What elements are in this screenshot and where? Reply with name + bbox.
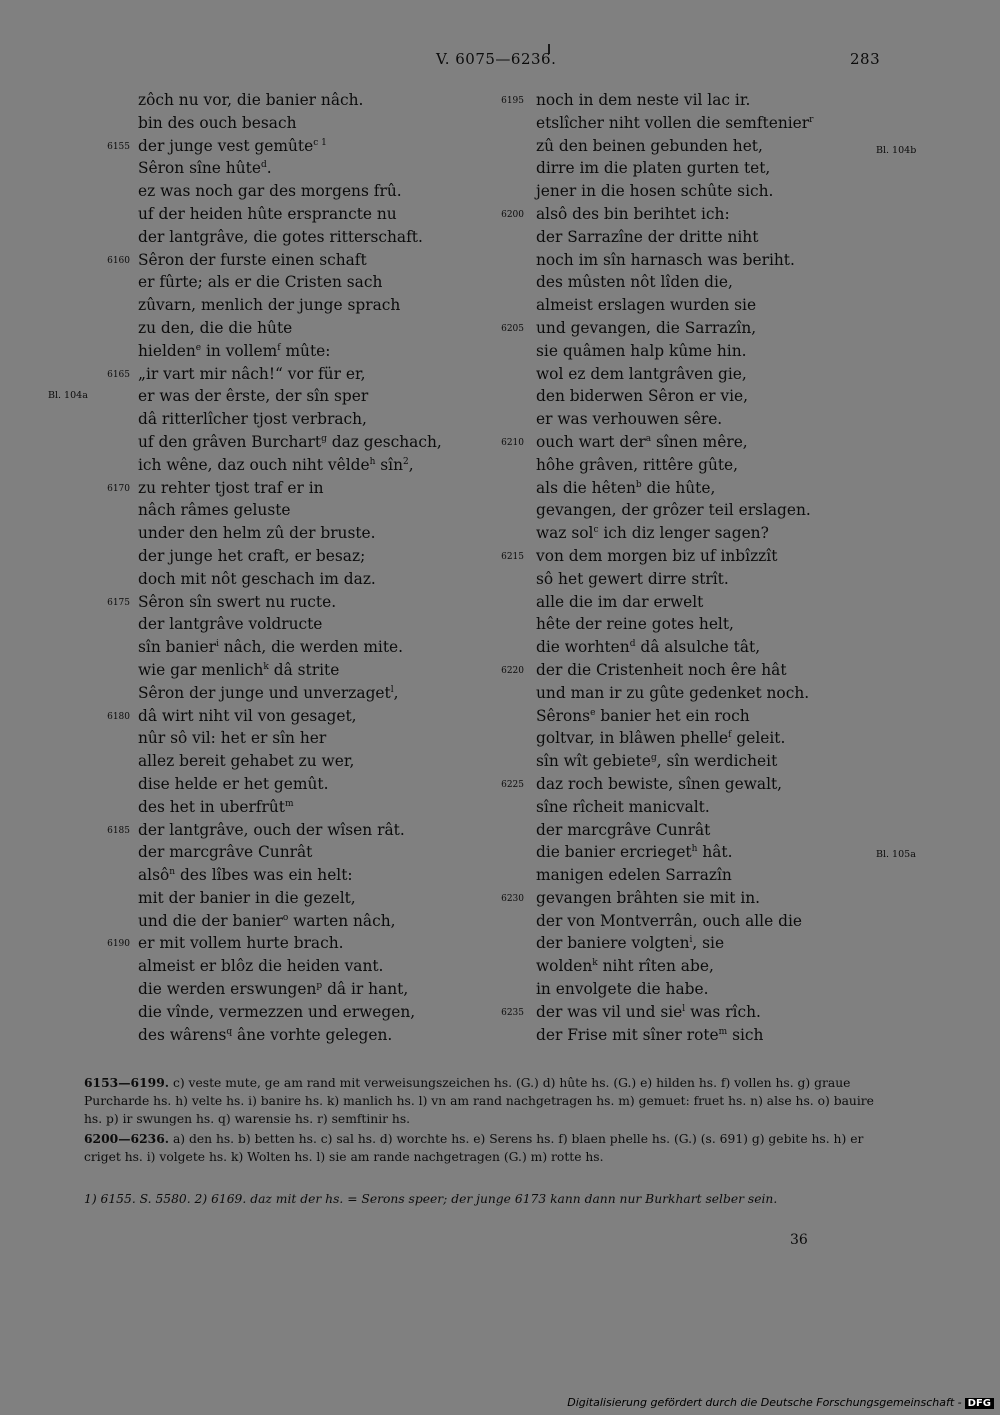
verse-text: zûvarn, menlich der junge sprach bbox=[138, 296, 401, 315]
verse-line bbox=[501, 1001, 856, 1024]
verse-text: mit der banier in die gezelt, bbox=[138, 888, 356, 907]
footnote-marker: k bbox=[592, 958, 598, 969]
line-number: 6200 bbox=[501, 209, 524, 220]
verse-line bbox=[107, 477, 498, 500]
verse-line bbox=[107, 932, 498, 955]
verse-line bbox=[501, 659, 856, 682]
verse-text: des het in uberfrût bbox=[138, 797, 285, 816]
verse-text: Sêron sîne hûte bbox=[138, 159, 261, 178]
verse-line bbox=[536, 249, 856, 272]
verse-line bbox=[536, 1024, 856, 1047]
verse-line bbox=[536, 955, 856, 978]
verse-line bbox=[138, 955, 498, 978]
verse-text: in vollem bbox=[201, 341, 278, 360]
verse-text: der was vil und sie bbox=[536, 1002, 683, 1021]
verse-line bbox=[138, 385, 498, 408]
verse-line bbox=[536, 454, 856, 477]
footnote-marker: m bbox=[284, 798, 294, 809]
verse-line bbox=[138, 226, 498, 249]
line-number: 6175 bbox=[107, 597, 130, 608]
verse-text: der Sarrazîne der dritte niht bbox=[536, 227, 759, 246]
footnote-marker: a bbox=[645, 433, 652, 444]
verse-line bbox=[138, 796, 498, 819]
signature-mark: 36 bbox=[790, 1232, 808, 1248]
verse-line bbox=[138, 294, 498, 317]
verse-line bbox=[107, 363, 498, 386]
verse-line bbox=[138, 89, 498, 112]
verse-column-left bbox=[107, 89, 498, 1046]
verse-text: dâ alsulche tât, bbox=[635, 638, 761, 657]
verse-text: banier het ein roch bbox=[595, 706, 750, 725]
commentary-note bbox=[84, 1190, 876, 1208]
verse-text: nâch râmes geluste bbox=[138, 501, 291, 520]
footer-credit bbox=[567, 1396, 994, 1409]
verse-text: den biderwen Sêron er vie, bbox=[536, 387, 748, 406]
verse-text: allez bereit gehabet zu wer, bbox=[138, 752, 355, 771]
verse-text: alle die im dar erwelt bbox=[536, 592, 704, 611]
footnote-marker: p bbox=[316, 981, 323, 992]
margin-folio-left: Bl. 104a bbox=[48, 390, 88, 401]
verse-text: zû den beinen gebunden het, bbox=[536, 136, 763, 155]
verse-text: dirre im die platen gurten tet, bbox=[536, 159, 771, 178]
verse-text: alsô bbox=[138, 866, 170, 885]
verse-line bbox=[501, 203, 856, 226]
verse-line bbox=[536, 705, 856, 728]
verse-line bbox=[536, 363, 856, 386]
line-number: 6215 bbox=[501, 551, 524, 562]
verse-text: sînen mêre, bbox=[651, 432, 748, 451]
verse-line bbox=[138, 613, 498, 636]
apparatus-block-2 bbox=[84, 1130, 876, 1166]
verse-line bbox=[536, 477, 856, 500]
verse-text: ez was noch gar des morgens frû. bbox=[138, 182, 402, 201]
footnote-marker: e bbox=[195, 342, 202, 353]
verse-text: die vînde, vermezzen und erwegen, bbox=[138, 1002, 416, 1021]
verse-line bbox=[138, 340, 498, 363]
line-number: 6165 bbox=[107, 369, 130, 380]
verse-text: , bbox=[408, 455, 414, 474]
footnote-marker: i bbox=[689, 935, 693, 946]
verse-line bbox=[536, 932, 856, 955]
running-header: V. 6075—6236. bbox=[436, 50, 557, 68]
verse-text: der lantgrâve, ouch der wîsen rât. bbox=[138, 820, 405, 839]
verse-text: nâch, die werden mite. bbox=[218, 638, 404, 657]
verse-text: der die Cristenheit noch êre hât bbox=[536, 660, 787, 679]
verse-text: wie gar menlich bbox=[138, 660, 264, 679]
verse-text: sîn wît gebiete bbox=[536, 752, 651, 771]
verse-line bbox=[536, 750, 856, 773]
verse-text: , bbox=[393, 683, 399, 702]
footnote-marker: c 1 bbox=[313, 137, 327, 148]
footnote-marker: i bbox=[215, 639, 219, 650]
verse-text: bin des ouch besach bbox=[138, 113, 297, 132]
verse-line bbox=[138, 180, 498, 203]
footnote-marker: f bbox=[728, 730, 732, 741]
verse-line bbox=[536, 682, 856, 705]
line-number: 6190 bbox=[107, 939, 130, 950]
margin-folio-right-2: Bl. 105a bbox=[876, 849, 916, 860]
verse-line bbox=[501, 431, 856, 454]
verse-text: manigen edelen Sarrazîn bbox=[536, 866, 732, 885]
verse-line bbox=[536, 636, 856, 659]
verse-text: . bbox=[266, 159, 272, 178]
verse-line bbox=[536, 613, 856, 636]
verse-text: des lîbes was ein helt: bbox=[175, 866, 353, 885]
verse-text: er mit vollem hurte brach. bbox=[138, 934, 344, 953]
line-number: 6155 bbox=[107, 141, 130, 152]
verse-text: der von Montverrân, ouch alle die bbox=[536, 911, 802, 930]
verse-line bbox=[138, 1001, 498, 1024]
verse-text: und die der banier bbox=[138, 911, 283, 930]
verse-line bbox=[536, 978, 856, 1001]
footnote-marker: c bbox=[593, 525, 599, 536]
verse-text: warten nâch, bbox=[288, 911, 396, 930]
verse-text: gevangen, der grôzer teil erslagen. bbox=[536, 501, 811, 520]
verse-text: von dem morgen biz uf inbîzzît bbox=[536, 546, 778, 565]
line-number: 6220 bbox=[501, 665, 524, 676]
line-number: 6160 bbox=[107, 255, 130, 266]
verse-line bbox=[138, 910, 498, 933]
verse-text: alsô des bin berihtet ich: bbox=[536, 204, 730, 223]
verse-line bbox=[536, 591, 856, 614]
verse-line bbox=[536, 135, 856, 158]
verse-text: zôch nu vor, die banier nâch. bbox=[138, 91, 364, 109]
verse-line bbox=[501, 773, 856, 796]
verse-text: sô het gewert dirre strît. bbox=[536, 569, 729, 588]
verse-text: die banier ercrieget bbox=[536, 843, 692, 862]
verse-line bbox=[536, 157, 856, 180]
verse-line bbox=[138, 112, 498, 135]
verse-text: er was verhouwen sêre. bbox=[536, 410, 723, 429]
verse-text: , sie bbox=[692, 934, 725, 953]
verse-line bbox=[536, 727, 856, 750]
verse-text: doch mit nôt geschach im daz. bbox=[138, 569, 376, 588]
verse-text: âne vorhte gelegen. bbox=[232, 1025, 393, 1044]
verse-line bbox=[138, 1024, 498, 1047]
verse-text: dâ ir hant, bbox=[322, 980, 409, 999]
verse-text: dâ ritterlîcher tjost verbrach, bbox=[138, 410, 367, 429]
verse-text: und man ir zu gûte gedenket noch. bbox=[536, 683, 810, 702]
verse-text: wol ez dem lantgrâven gie, bbox=[536, 364, 747, 383]
verse-line bbox=[138, 727, 498, 750]
verse-text: er was der êrste, der sîn sper bbox=[138, 387, 369, 406]
verse-line bbox=[501, 887, 856, 910]
verse-line bbox=[536, 180, 856, 203]
verse-text: ich diz lenger sagen? bbox=[598, 524, 769, 543]
verse-text: uf der heiden hûte ersprancte nu bbox=[138, 204, 397, 223]
line-number: 6230 bbox=[501, 893, 524, 904]
verse-text: gevangen brâhten sie mit in. bbox=[536, 888, 761, 907]
verse-line bbox=[536, 340, 856, 363]
verse-line bbox=[536, 271, 856, 294]
footnote-marker: f bbox=[277, 342, 281, 353]
verse-line bbox=[536, 841, 856, 864]
verse-line bbox=[138, 522, 498, 545]
verse-line bbox=[501, 89, 856, 112]
verse-line bbox=[138, 568, 498, 591]
verse-text: almeist erslagen wurden sie bbox=[536, 296, 757, 315]
verse-text: „ir vart mir nâch!“ vor für er, bbox=[138, 364, 366, 383]
verse-text: der baniere volgten bbox=[536, 934, 690, 953]
page-number: 283 bbox=[850, 50, 881, 68]
verse-text: under den helm zû der bruste. bbox=[138, 524, 376, 543]
verse-text: goltvar, in blâwen phelle bbox=[536, 729, 729, 748]
apparatus-label-2: 6200—6236. bbox=[84, 1131, 170, 1146]
verse-text: uf den grâven Burchart bbox=[138, 432, 322, 451]
verse-text: waz sol bbox=[536, 524, 594, 543]
verse-line bbox=[107, 135, 498, 158]
verse-text: sie quâmen halp kûme hin. bbox=[536, 341, 747, 360]
verse-text: almeist er blôz die heiden vant. bbox=[138, 957, 384, 976]
verse-line bbox=[138, 431, 498, 454]
verse-text: zu den, die die hûte bbox=[138, 318, 293, 337]
verse-line bbox=[536, 499, 856, 522]
footnote-marker: g bbox=[321, 433, 327, 444]
verse-line bbox=[536, 568, 856, 591]
verse-text: hielden bbox=[138, 341, 196, 360]
verse-text: sîn banier bbox=[138, 638, 216, 657]
verse-text: Sêron der furste einen schaft bbox=[138, 250, 367, 269]
verse-line bbox=[536, 910, 856, 933]
verse-line bbox=[536, 796, 856, 819]
verse-text: ouch wart der bbox=[536, 432, 646, 451]
footnote-marker: m bbox=[718, 1026, 728, 1037]
verse-text: die werden erswungen bbox=[138, 980, 317, 999]
footnote-marker: q bbox=[226, 1026, 233, 1037]
verse-line bbox=[536, 385, 856, 408]
verse-text: etslîcher niht vollen die semftenier bbox=[536, 113, 810, 132]
verse-text: dâ strite bbox=[268, 660, 340, 679]
verse-text: noch in dem neste vil lac ir. bbox=[536, 91, 751, 109]
footnote-marker: l bbox=[682, 1003, 686, 1014]
verse-line bbox=[138, 682, 498, 705]
verse-text: als die hêten bbox=[536, 478, 636, 497]
verse-line bbox=[107, 705, 498, 728]
footnote-marker: d bbox=[260, 160, 267, 171]
verse-text: hôhe grâven, rittêre gûte, bbox=[536, 455, 739, 474]
verse-text: , sîn werdicheit bbox=[656, 752, 778, 771]
verse-text: Sêron sîn swert nu ructe. bbox=[138, 592, 337, 611]
verse-text: der junge het craft, er besaz; bbox=[138, 546, 366, 565]
footnote-marker: n bbox=[169, 867, 176, 878]
verse-line bbox=[138, 271, 498, 294]
verse-text: der junge vest gemûte bbox=[138, 136, 314, 155]
footer-text: Digitalisierung gefördert durch die Deutsche Forschungsgemeinschaft - bbox=[567, 1396, 962, 1409]
verse-line bbox=[138, 203, 498, 226]
footnote-marker: e bbox=[590, 707, 596, 718]
verse-line bbox=[536, 294, 856, 317]
verse-line bbox=[107, 591, 498, 614]
verse-line bbox=[536, 819, 856, 842]
verse-line bbox=[138, 978, 498, 1001]
verse-text: des wârens bbox=[138, 1025, 227, 1044]
verse-line bbox=[138, 545, 498, 568]
verse-text: des mûsten nôt lîden die, bbox=[536, 273, 733, 292]
line-number: 6225 bbox=[501, 779, 524, 790]
dfg-logo: DFG bbox=[965, 1398, 994, 1409]
line-number: 6235 bbox=[501, 1007, 524, 1018]
verse-text: Sêrons bbox=[536, 706, 591, 725]
line-number: 6185 bbox=[107, 825, 130, 836]
verse-text: nûr sô vil: het er sîn her bbox=[138, 729, 327, 748]
verse-text: und gevangen, die Sarrazîn, bbox=[536, 318, 757, 337]
commentary-text: 1) 6155. S. 5580. 2) 6169. daz mit der hs. = Serons speer; der junge 6173 kann dann nur Burkhart selber sein. bbox=[84, 1192, 778, 1206]
verse-text: dise helde er het gemût. bbox=[138, 774, 329, 793]
verse-line bbox=[107, 249, 498, 272]
verse-line bbox=[138, 157, 498, 180]
line-number: 6205 bbox=[501, 323, 524, 334]
margin-folio-right-1: Bl. 104b bbox=[876, 145, 917, 156]
footnote-marker: h bbox=[369, 456, 376, 467]
line-number: 6195 bbox=[501, 96, 524, 106]
verse-text: der lantgrâve, die gotes ritterschaft. bbox=[138, 227, 423, 246]
apparatus-label-1: 6153—6199. bbox=[84, 1075, 170, 1090]
verse-text: dâ wirt niht vil von gesaget, bbox=[138, 706, 357, 725]
apparatus-text-1: c) veste mute, ge am rand mit verweisungszeichen hs. (G.) d) hûte hs. (G.) e) hilden hs. f) vollen hs. g) graue Purcharde hs. h) velte hs. i) banire hs. k) manlich hs. l) vn am rand nachgetragen hs. m) gemuet: fruet hs. n) alse hs. o) bauire hs. p) ir swungen hs. q) warensie hs. r) semftinir hs. bbox=[84, 1076, 874, 1126]
verse-text: die worhten bbox=[536, 638, 630, 657]
line-number: 6170 bbox=[107, 483, 130, 494]
footnote-marker: k bbox=[263, 661, 269, 672]
verse-line bbox=[536, 864, 856, 887]
verse-text: in envolgete die habe. bbox=[536, 980, 709, 999]
verse-text: wolden bbox=[536, 957, 593, 976]
verse-text: sîne rîcheit manicvalt. bbox=[536, 797, 710, 816]
line-number: 6180 bbox=[107, 711, 130, 722]
verse-text: mûte: bbox=[280, 341, 331, 360]
verse-line bbox=[138, 454, 498, 477]
verse-text: jener in die hosen schûte sich. bbox=[536, 182, 774, 201]
footnote-marker: 2 bbox=[403, 456, 409, 467]
line-number: 6210 bbox=[501, 437, 524, 448]
footnote-marker: o bbox=[282, 912, 289, 923]
footnote-marker: g bbox=[650, 753, 657, 764]
verse-line bbox=[138, 317, 498, 340]
verse-line bbox=[536, 522, 856, 545]
verse-text: der Frise mit sîner rote bbox=[536, 1025, 719, 1044]
verse-text: zu rehter tjost traf er in bbox=[138, 478, 324, 497]
verse-text: daz roch bewiste, sînen gewalt, bbox=[536, 774, 783, 793]
verse-line bbox=[501, 317, 856, 340]
apparatus-block-1 bbox=[84, 1074, 876, 1128]
verse-text: der lantgrâve voldructe bbox=[138, 615, 323, 634]
verse-text: sîn bbox=[375, 455, 403, 474]
verse-text: der marcgrâve Cunrât bbox=[138, 843, 313, 862]
footnote-marker: l bbox=[390, 684, 394, 695]
verse-text: der marcgrâve Cunrât bbox=[536, 820, 711, 839]
verse-line bbox=[138, 408, 498, 431]
verse-text: die hûte, bbox=[641, 478, 716, 497]
footnote-marker: d bbox=[629, 639, 636, 650]
verse-line bbox=[138, 636, 498, 659]
verse-text: geleit. bbox=[731, 729, 786, 748]
footnote-marker: h bbox=[691, 844, 698, 855]
verse-text: was rîch. bbox=[685, 1002, 761, 1021]
verse-text: er fûrte; als er die Cristen sach bbox=[138, 273, 383, 292]
apparatus-text-2: a) den hs. b) betten hs. c) sal hs. d) worchte hs. e) Serens hs. f) blaen phelle hs. (G.) (s. 691) g) gebite hs. h) er criget hs. i) volgete hs. k) Wolten hs. l) sie am rande nachgetragen (G.) m) rotte hs. bbox=[84, 1132, 864, 1164]
verse-text: niht rîten abe, bbox=[597, 957, 714, 976]
verse-line bbox=[536, 408, 856, 431]
verse-line bbox=[501, 545, 856, 568]
verse-line bbox=[138, 659, 498, 682]
verse-column-right bbox=[501, 89, 856, 1046]
verse-line bbox=[138, 864, 498, 887]
verse-line bbox=[536, 226, 856, 249]
verse-line bbox=[138, 841, 498, 864]
verse-line bbox=[138, 887, 498, 910]
verse-line bbox=[138, 499, 498, 522]
verse-text: Sêron der junge und unverzaget bbox=[138, 683, 391, 702]
verse-line bbox=[138, 750, 498, 773]
footnote-marker: b bbox=[635, 479, 642, 490]
verse-text: ich wêne, daz ouch niht vêlde bbox=[138, 455, 370, 474]
verse-text: sich bbox=[727, 1025, 764, 1044]
verse-line bbox=[107, 819, 498, 842]
footnote-marker: r bbox=[809, 114, 814, 125]
verse-text: hête der reine gotes helt, bbox=[536, 615, 734, 634]
verse-line bbox=[536, 112, 856, 135]
verse-text: daz geschach, bbox=[326, 432, 442, 451]
verse-line bbox=[138, 773, 498, 796]
verse-text: hât. bbox=[697, 843, 733, 862]
verse-text: noch im sîn harnasch was beriht. bbox=[536, 250, 795, 269]
